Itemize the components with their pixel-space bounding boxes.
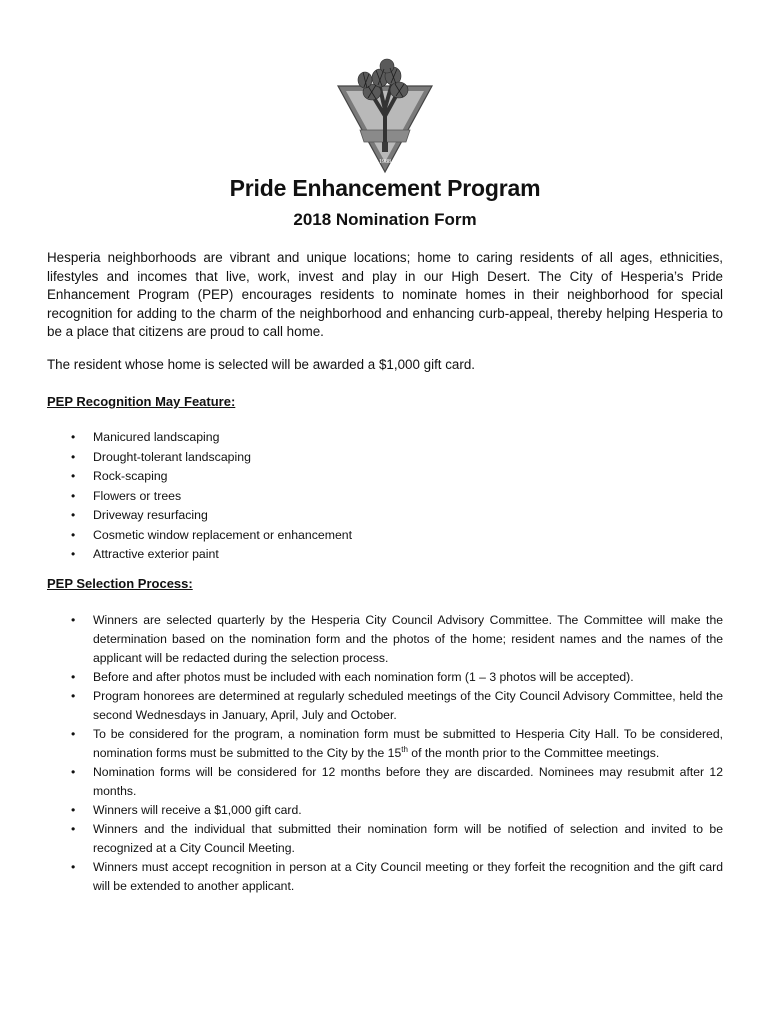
award-statement: The resident whose home is selected will be awarded a $1,000 gift card. <box>47 357 475 372</box>
page-title: Pride Enhancement Program <box>229 175 541 201</box>
process-list <box>47 611 723 896</box>
list-item: • Cosmetic window replacement or enhancement <box>47 526 352 546</box>
list-item: • Driveway resurfacing <box>47 506 352 526</box>
features-heading: PEP Recognition May Feature: <box>47 394 236 409</box>
intro-paragraph: Hesperia neighborhoods are vibrant and unique locations; home to caring residents of all ages, ethnicities, lifestyles and incomes that live, work, invest and play in our High Desert. The City of Hesperia’s Pride Enhancement Program (PEP) encourages residents to nominate homes in their neighborhood for special recognition for adding to the charm of the neighborhood and enhancing curb-appeal, thereby helping Hesperia to be a place that citizens are proud to call home. <box>47 250 723 340</box>
list-item: • Attractive exterior paint <box>47 545 352 565</box>
process-heading: PEP Selection Process: <box>47 576 193 591</box>
city-seal-logo <box>336 58 434 176</box>
list-item: • Winners are selected quarterly by the Hesperia City Council Advisory Committee. The Committee will make the determination based on the nomination form and the photos of the home; resident names and the names of the applicant will be redacted during the selection process. <box>47 611 723 668</box>
list-item: • Before and after photos must be included with each nomination form (1 – 3 photos will be accepted). <box>47 668 723 687</box>
list-item <box>47 725 723 763</box>
page-subtitle: 2018 Nomination Form <box>293 210 477 229</box>
ordinal-suffix: th <box>401 744 408 754</box>
list-item: • Program honorees are determined at regularly scheduled meetings of the City Council Advisory Committee, held the second Wednesdays in January, April, July and October. <box>47 687 723 725</box>
list-item: • Nomination forms will be considered for 12 months before they are discarded. Nominees may resubmit after 12 months. <box>47 763 723 801</box>
list-item: • Winners and the individual that submitted their nomination form will be notified of selection and invited to be recognized at a City Council Meeting. <box>47 820 723 858</box>
seal-year: 1988 <box>379 159 391 165</box>
list-item-text: of the month prior to the Committee meetings. <box>407 746 660 760</box>
list-item: • Flowers or trees <box>47 487 352 507</box>
list-item: • Winners will receive a $1,000 gift card. <box>47 801 723 820</box>
features-list <box>47 428 352 565</box>
list-item: • Manicured landscaping <box>47 428 352 448</box>
list-item: • Drought-tolerant landscaping <box>47 448 352 468</box>
list-item: • Rock-scaping <box>47 467 352 487</box>
list-item: • Winners must accept recognition in person at a City Council meeting or they forfeit the recognition and the gift card will be extended to another applicant. <box>47 858 723 896</box>
list-item-text: To be considered for the program, a nomination form must be submitted to Hesperia City Hall. To be considered, nomination forms must be submitted to the City by the 15 <box>93 727 723 760</box>
